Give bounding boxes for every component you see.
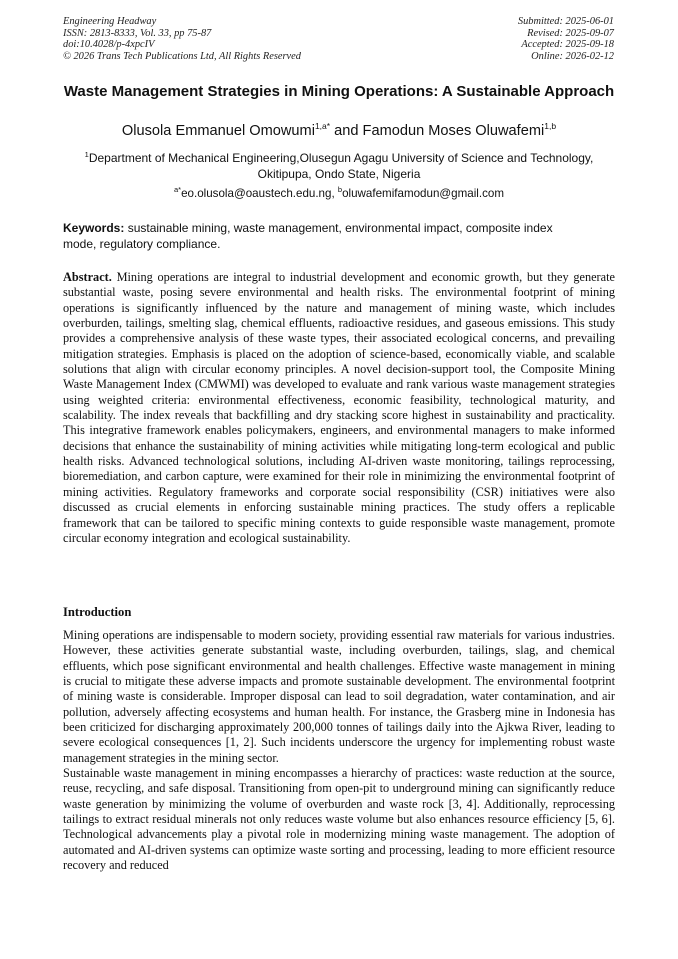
paper-title: Waste Management Strategies in Mining Operations: A Sustainable Approach [63,83,615,100]
author-1-marker: 1,a* [314,121,331,132]
affiliation-text: Department of Mechanical Engineering,Olusegun Agagu University of Science and Technology, Okitipupa, Ondo State, Nigeria [88,151,594,181]
author-emails [63,186,615,201]
copyright-line: © 2026 Trans Tech Publications Ltd, All Rights Reserved [63,50,301,62]
abstract-label: Abstract. [63,270,112,284]
email-1-marker: a* [174,185,182,195]
affiliation [63,150,615,182]
intro-paragraph-1: Mining operations are indispensable to modern society, providing essential raw materials for various industries. However, these activities generate substantial waste, including overburden, tailings, slag, and chemical effluents, which pose significant environmental and health challenges. Effective waste management in mining is crucial to mitigate these adverse impacts and promote sustainable development. The environmental footprint of mining waste is considerable. Improper disposal can lead to soil degradation, water contamination, and air pollution, adversely affecting ecosystems and human health. For instance, the Grasberg mine in Indonesia has been criticized for discharging approximately 200,000 tonnes of tailings daily into the Ajkwa River, leading to severe ecological consequences [1, 2]. Such incidents underscore the urgency for implementing robust waste management strategies in the mining sector. [63,628,615,765]
intro-body [63,628,615,874]
intro-heading: Introduction [63,605,132,619]
affiliation-marker: 1 [84,150,89,159]
doi-line: doi:10.4028/p-4xpcIV [63,39,155,51]
intro-paragraph-2: Sustainable waste management in mining encompasses a hierarchy of practices: waste reduction at the source, reuse, recycling, and safe disposal. Transitioning from open-pit to underground mining can significantly reduce waste generation by minimizing the volume of overburden and waste rock [3, 4]. Additionally, reprocessing tailings to extract residual minerals not only reduces waste volume but also enhances resource efficiency [5, 6]. Technological advancements play a pivotal role in modernizing mining waste management. The adoption of automated and AI-driven systems can optimize waste sorting and processing, leading to more efficient resource recovery and reduced [63,766,615,873]
email-1: eo.olusola@oaustech.edu.ng, [181,187,338,200]
author-1: Olusola Emmanuel Omowumi [121,123,315,139]
email-2-marker: b [337,185,343,195]
author-joiner: and [330,123,363,139]
author-2: Famodun Moses Oluwafemi [362,123,545,139]
accepted-date: Accepted: 2025-09-18 [521,39,614,51]
publication-dates [518,16,614,62]
online-date: Online: 2026-02-12 [531,50,614,62]
submitted-date: Submitted: 2025-06-01 [517,16,614,27]
keywords [63,221,583,252]
email-2: oluwafemifamodun@gmail.com [342,187,504,200]
author-2-marker: 1,b [544,121,557,132]
abstract [63,270,615,546]
revised-date: Revised: 2025-09-07 [527,27,614,39]
keywords-text: sustainable mining, waste management, environmental impact, composite index mode, regulatory compliance. [63,221,553,251]
keywords-label: Keywords: [63,221,125,235]
journal-name: Engineering Headway [63,16,157,27]
journal-info [63,16,301,62]
author-line [63,122,615,140]
issn-line: ISSN: 2813-8333, Vol. 33, pp 75-87 [63,27,212,39]
abstract-text: Mining operations are integral to industrial development and economic growth, but they generate substantial waste, posing severe environmental and health risks. The environmental footprint of mining operations is significantly influenced by the nature and management of mining waste, which includes overburden, tailings, smelting slag, chemical effluents, radioactive residues, and gaseous emissions. This study provides a comprehensive analysis of these waste types, their associated ecological concerns, and prevailing mitigation strategies. Emphasis is placed on the adoption of science-based, economically viable, and scalable solutions that align with circular economy principles. A novel decision-support tool, the Composite Mining Waste Management Index (CMWMI) was developed to evaluate and rank various waste management strategies using weighted criteria: environmental effectiveness, economic feasibility, technological maturity, and scalability. The index reveals that backfilling and dry stacking score highest in sustainability and practicality. This integrative framework enables policymakers, engineers, and environmental managers to make informed decisions that enhance the sustainability of mining activities while mitigating long-term ecological and public health risks. Advanced technological solutions, including AI-driven waste monitoring, tailings reprocessing, bioremediation, and carbon capture, were examined for their role in minimizing the environmental footprint of mining activities. Regulatory frameworks and corporate social responsibility (CSR) initiatives were also discussed as crucial elements in enforcing sustainable mining practices. The study offers a replicable framework that can be tailored to specific mining contexts to guide responsible waste management, promote circular economy integration and ecological sustainability. [63,270,615,545]
